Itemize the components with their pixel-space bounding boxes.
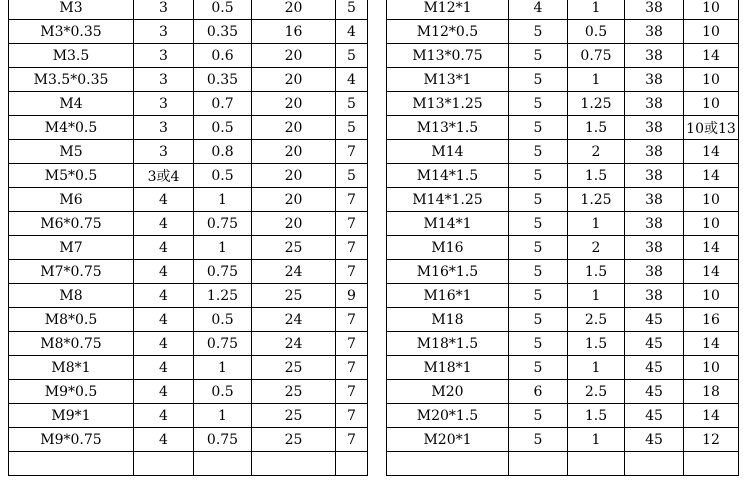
table-cell: 14: [684, 44, 739, 68]
table-cell: 20: [252, 68, 336, 92]
table-cell: M3*0.35: [9, 20, 134, 44]
table-row: [9, 308, 368, 332]
table-cell: 45: [625, 332, 684, 356]
table-row: [9, 68, 368, 92]
table-cell: 38: [625, 68, 684, 92]
table-cell: 7: [336, 308, 368, 332]
table-cell: 5: [336, 116, 368, 140]
table-cell: 0.35: [194, 20, 252, 44]
table-cell: 20: [252, 0, 336, 20]
table-cell: 38: [625, 212, 684, 236]
table-cell: 3: [134, 92, 194, 116]
table-cell: 5: [509, 260, 568, 284]
table-row: [9, 332, 368, 356]
table-row: [387, 68, 739, 92]
table-cell: 10或13: [684, 116, 739, 140]
table-cell: 4: [134, 404, 194, 428]
table-cell: 38: [625, 20, 684, 44]
table-cell: 7: [336, 428, 368, 452]
table-cell: M20*1.5: [387, 404, 509, 428]
table-cell: 5: [509, 92, 568, 116]
table-cell: 38: [625, 284, 684, 308]
table-cell: 16: [684, 308, 739, 332]
table-cell: 1.5: [568, 404, 625, 428]
table-row: [387, 380, 739, 404]
table-cell: 2.5: [568, 308, 625, 332]
table-row: [387, 140, 739, 164]
table-cell: M18*1.5: [387, 332, 509, 356]
left-spec-table: [8, 0, 368, 476]
table-cell: 1: [194, 404, 252, 428]
table-cell: 25: [252, 404, 336, 428]
table-cell: 0.5: [194, 116, 252, 140]
table-cell: 4: [134, 380, 194, 404]
table-cell: M8: [9, 284, 134, 308]
table-cell: 10: [684, 20, 739, 44]
table-cell: 0.75: [194, 332, 252, 356]
table-cell: 5: [509, 140, 568, 164]
table-cell: 10: [684, 212, 739, 236]
table-cell: 5: [336, 0, 368, 20]
table-cell: 14: [684, 404, 739, 428]
table-cell: 2.5: [568, 380, 625, 404]
table-row: [9, 452, 368, 476]
table-cell: 14: [684, 164, 739, 188]
table-cell: 0.5: [194, 0, 252, 20]
table-cell: 20: [252, 140, 336, 164]
table-cell: [625, 452, 684, 476]
table-cell: M4: [9, 92, 134, 116]
table-cell: 5: [336, 92, 368, 116]
table-cell: 25: [252, 428, 336, 452]
right-table-body: [387, 0, 739, 476]
table-cell: M20: [387, 380, 509, 404]
table-cell: 20: [252, 44, 336, 68]
table-row: [9, 236, 368, 260]
table-cell: 5: [509, 404, 568, 428]
table-cell: 10: [684, 68, 739, 92]
table-cell: 5: [509, 188, 568, 212]
table-row: [9, 212, 368, 236]
table-cell: M13*1.5: [387, 116, 509, 140]
table-cell: 14: [684, 140, 739, 164]
table-cell: 20: [252, 212, 336, 236]
table-row: [9, 284, 368, 308]
table-cell: 1: [568, 212, 625, 236]
table-cell: 5: [509, 116, 568, 140]
table-row: [9, 404, 368, 428]
table-cell: 45: [625, 380, 684, 404]
table-cell: 10: [684, 0, 739, 20]
table-cell: M9*1: [9, 404, 134, 428]
table-cell: 38: [625, 236, 684, 260]
table-cell: 0.75: [194, 212, 252, 236]
table-cell: M5*0.5: [9, 164, 134, 188]
table-cell: 7: [336, 236, 368, 260]
table-cell: M3: [9, 0, 134, 20]
table-cell: 45: [625, 428, 684, 452]
table-cell: 3: [134, 68, 194, 92]
table-cell: 45: [625, 356, 684, 380]
table-cell: M12*1: [387, 0, 509, 20]
table-cell: [134, 452, 194, 476]
table-row: [9, 0, 368, 20]
table-cell: 4: [336, 68, 368, 92]
table-cell: M16*1: [387, 284, 509, 308]
table-cell: 38: [625, 44, 684, 68]
table-cell: 1.25: [194, 284, 252, 308]
table-cell: 5: [509, 308, 568, 332]
table-cell: 1.25: [568, 92, 625, 116]
table-cell: 1: [568, 284, 625, 308]
table-cell: 20: [252, 164, 336, 188]
table-cell: 5: [509, 44, 568, 68]
table-cell: 5: [509, 356, 568, 380]
table-row: [387, 20, 739, 44]
table-row: [387, 236, 739, 260]
table-row: [387, 260, 739, 284]
table-cell: 4: [134, 236, 194, 260]
table-cell: 14: [684, 332, 739, 356]
table-row: [387, 44, 739, 68]
table-cell: 9: [336, 284, 368, 308]
table-cell: 38: [625, 260, 684, 284]
table-cell: [336, 452, 368, 476]
table-row: [387, 212, 739, 236]
table-cell: 0.7: [194, 92, 252, 116]
table-cell: 3: [134, 116, 194, 140]
table-cell: 0.5: [568, 20, 625, 44]
table-cell: 5: [509, 20, 568, 44]
table-cell: 4: [134, 308, 194, 332]
table-cell: 0.5: [194, 164, 252, 188]
table-cell: M3.5*0.35: [9, 68, 134, 92]
table-row: [387, 188, 739, 212]
table-cell: [684, 452, 739, 476]
table-cell: M9*0.5: [9, 380, 134, 404]
table-cell: 38: [625, 188, 684, 212]
right-spec-table: [386, 0, 739, 476]
table-row: [9, 356, 368, 380]
table-row: [387, 332, 739, 356]
table-cell: 1: [568, 428, 625, 452]
table-row: [387, 164, 739, 188]
table-row: [9, 116, 368, 140]
table-cell: [387, 452, 509, 476]
table-cell: 10: [684, 92, 739, 116]
table-cell: 7: [336, 380, 368, 404]
table-cell: 7: [336, 260, 368, 284]
table-cell: 7: [336, 332, 368, 356]
table-cell: 1: [568, 68, 625, 92]
table-cell: M13*0.75: [387, 44, 509, 68]
table-row: [9, 260, 368, 284]
table-cell: 4: [134, 428, 194, 452]
table-cell: 1: [194, 188, 252, 212]
table-cell: [568, 452, 625, 476]
table-cell: 20: [252, 188, 336, 212]
table-cell: 14: [684, 260, 739, 284]
table-cell: 14: [684, 236, 739, 260]
table-cell: 0.5: [194, 380, 252, 404]
table-cell: 3: [134, 20, 194, 44]
table-cell: 16: [252, 20, 336, 44]
table-cell: M18: [387, 308, 509, 332]
table-cell: 10: [684, 188, 739, 212]
table-cell: 7: [336, 140, 368, 164]
table-cell: 7: [336, 356, 368, 380]
table-cell: 20: [252, 92, 336, 116]
table-cell: M16*1.5: [387, 260, 509, 284]
table-row: [387, 428, 739, 452]
table-cell: M8*1: [9, 356, 134, 380]
table-cell: 6: [509, 380, 568, 404]
table-cell: M14*1: [387, 212, 509, 236]
table-cell: 24: [252, 332, 336, 356]
table-row: [387, 284, 739, 308]
table-cell: 38: [625, 0, 684, 20]
table-cell: M13*1.25: [387, 92, 509, 116]
table-cell: 4: [134, 356, 194, 380]
table-cell: 0.75: [194, 260, 252, 284]
table-cell: 25: [252, 380, 336, 404]
table-cell: [252, 452, 336, 476]
table-row: [9, 428, 368, 452]
table-cell: 18: [684, 380, 739, 404]
table-cell: M3.5: [9, 44, 134, 68]
table-cell: 4: [134, 284, 194, 308]
table-cell: 0.5: [194, 308, 252, 332]
table-cell: 4: [336, 20, 368, 44]
table-cell: 0.6: [194, 44, 252, 68]
table-cell: 3: [134, 44, 194, 68]
table-cell: M20*1: [387, 428, 509, 452]
table-cell: M14*1.25: [387, 188, 509, 212]
table-cell: 5: [336, 44, 368, 68]
table-cell: 0.35: [194, 68, 252, 92]
table-cell: 2: [568, 140, 625, 164]
table-cell: 45: [625, 404, 684, 428]
table-cell: 4: [134, 260, 194, 284]
table-row: [9, 164, 368, 188]
table-cell: 3: [134, 140, 194, 164]
table-cell: 4: [134, 188, 194, 212]
table-cell: 24: [252, 260, 336, 284]
table-cell: M4*0.5: [9, 116, 134, 140]
table-cell: 38: [625, 164, 684, 188]
table-cell: M14: [387, 140, 509, 164]
table-cell: 5: [509, 212, 568, 236]
table-cell: 20: [252, 116, 336, 140]
table-cell: 1: [194, 356, 252, 380]
table-cell: M6: [9, 188, 134, 212]
table-cell: M8*0.5: [9, 308, 134, 332]
table-cell: 1.5: [568, 260, 625, 284]
table-cell: 5: [509, 68, 568, 92]
table-cell: M13*1: [387, 68, 509, 92]
table-cell: 1.25: [568, 188, 625, 212]
table-cell: 3: [134, 0, 194, 20]
table-cell: 25: [252, 236, 336, 260]
table-cell: 25: [252, 356, 336, 380]
table-cell: 1.5: [568, 116, 625, 140]
table-row: [387, 308, 739, 332]
table-cell: 38: [625, 92, 684, 116]
table-cell: 1.5: [568, 332, 625, 356]
table-cell: 5: [509, 284, 568, 308]
table-cell: 1: [568, 356, 625, 380]
table-cell: 4: [509, 0, 568, 20]
table-cell: 5: [509, 164, 568, 188]
table-row: [9, 188, 368, 212]
table-cell: [509, 452, 568, 476]
table-cell: 1: [194, 236, 252, 260]
table-cell: 5: [509, 332, 568, 356]
table-cell: M14*1.5: [387, 164, 509, 188]
table-row: [387, 356, 739, 380]
table-cell: 5: [509, 428, 568, 452]
table-cell: 25: [252, 284, 336, 308]
table-cell: 0.75: [194, 428, 252, 452]
table-cell: M12*0.5: [387, 20, 509, 44]
table-cell: M16: [387, 236, 509, 260]
table-cell: 10: [684, 356, 739, 380]
table-cell: 4: [134, 332, 194, 356]
left-table-body: [9, 0, 368, 476]
table-cell: M5: [9, 140, 134, 164]
table-cell: 45: [625, 308, 684, 332]
table-cell: M7*0.75: [9, 260, 134, 284]
table-cell: 5: [336, 164, 368, 188]
table-cell: M18*1: [387, 356, 509, 380]
table-cell: M9*0.75: [9, 428, 134, 452]
table-row: [9, 380, 368, 404]
table-cell: 7: [336, 188, 368, 212]
table-cell: 0.75: [568, 44, 625, 68]
table-cell: 7: [336, 404, 368, 428]
table-row: [9, 44, 368, 68]
table-row: [387, 92, 739, 116]
table-row: [387, 404, 739, 428]
table-cell: 4: [134, 212, 194, 236]
table-row: [387, 452, 739, 476]
table-row: [387, 116, 739, 140]
table-cell: 38: [625, 140, 684, 164]
table-cell: 1.5: [568, 164, 625, 188]
table-cell: 7: [336, 212, 368, 236]
table-cell: 1: [568, 0, 625, 20]
table-cell: M6*0.75: [9, 212, 134, 236]
table-cell: 12: [684, 428, 739, 452]
table-cell: M7: [9, 236, 134, 260]
table-cell: 2: [568, 236, 625, 260]
table-cell: 5: [509, 236, 568, 260]
table-cell: [194, 452, 252, 476]
table-row: [387, 0, 739, 20]
table-cell: 24: [252, 308, 336, 332]
table-cell: [9, 452, 134, 476]
table-cell: M8*0.75: [9, 332, 134, 356]
table-cell: 0.8: [194, 140, 252, 164]
table-row: [9, 20, 368, 44]
table-cell: 10: [684, 284, 739, 308]
table-row: [9, 92, 368, 116]
table-cell: 38: [625, 116, 684, 140]
table-cell: 3或4: [134, 164, 194, 188]
table-row: [9, 140, 368, 164]
